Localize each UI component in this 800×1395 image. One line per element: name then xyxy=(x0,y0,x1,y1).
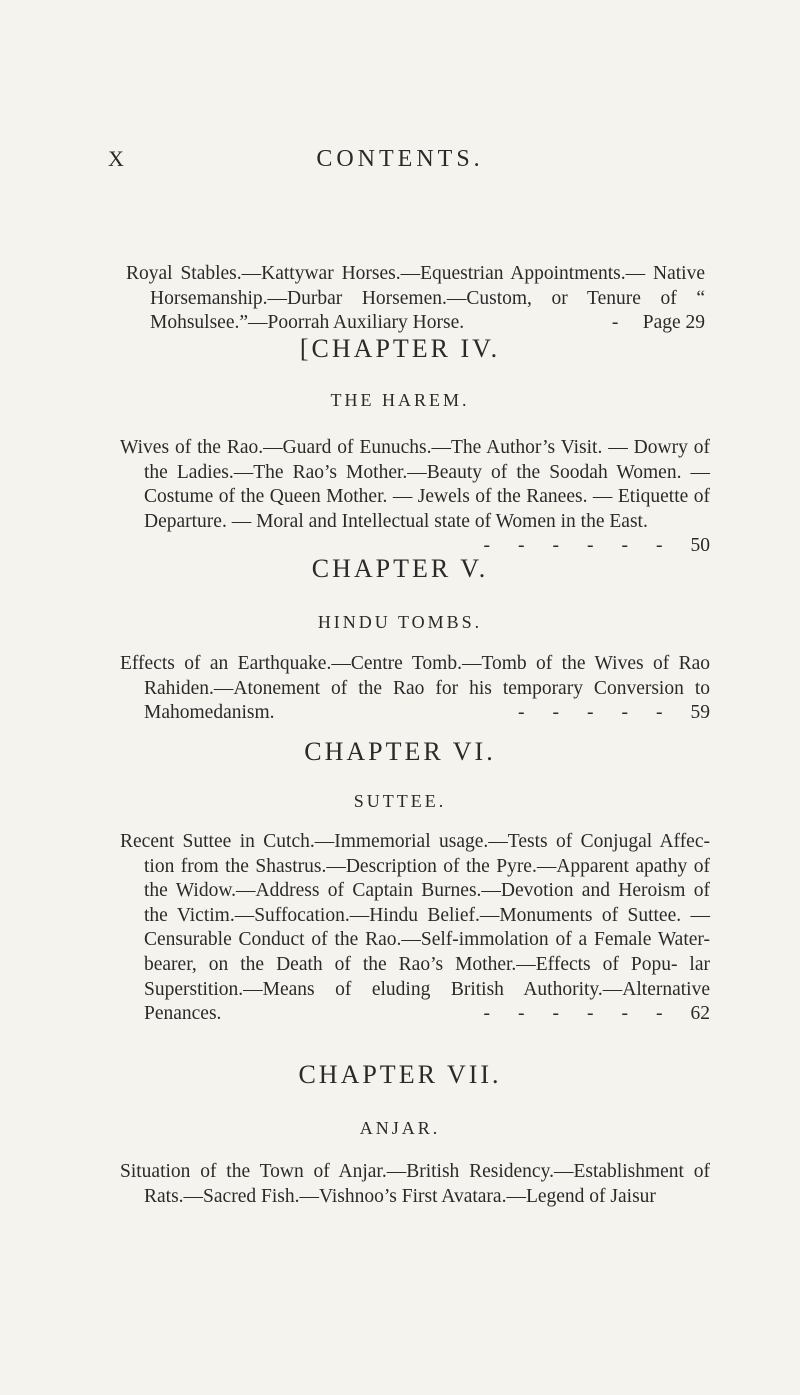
chapter-7-title: CHAPTER VII. xyxy=(298,1060,502,1089)
running-head xyxy=(0,146,800,178)
chapter-5-page-number: 59 xyxy=(690,702,710,724)
chapter-6-subtitle: SUTTEE. xyxy=(353,791,447,811)
chapter-6-leader: ------ xyxy=(483,1003,691,1025)
running-head-title: CONTENTS. xyxy=(316,146,484,172)
contents-entry-chapter-3-tail xyxy=(126,262,705,336)
chapter-4-page-number: 50 xyxy=(690,535,710,557)
chapter-7-subtitle: ANJAR. xyxy=(359,1118,441,1138)
chapter-6-text: Recent Suttee in Cutch.—Immemorial usage.—Tests of Conjugal Affec- tion from the Shastrus.—Description of the Pyre.—Apparent apathy of the Widow.—Address of Captain Burnes.—Devotion and Heroism of the Victim.—Suffocation.—Hindu Belief.—Monuments of Suttee. —Censurable Conduct of the Rao.—Self-immolation of a Female Water-bearer, on the Death of the Rao’s Mother.—Effects of Popu- lar Superstition.—Means of eluding British Authority.—Alternative Penances. xyxy=(120,831,710,1025)
chapter-5-page xyxy=(518,701,710,726)
chapter-4-leader: ------ xyxy=(483,535,691,557)
chapter-6-title: CHAPTER VI. xyxy=(304,737,496,766)
entry-text: Royal Stables.—Kattywar Horses.—Equestrian Appointments.— Native Horsemanship.—Durbar Horsemen.—Custom, or Tenure of “ Mohsulsee.”—Poorrah Auxiliary Horse. xyxy=(126,263,705,334)
chapter-7-text: Situation of the Town of Anjar.—British Residency.—Establishment of Rats.—Sacred Fish.—Vishnoo’s First Avatara.—Legend of Jaisur xyxy=(120,1161,710,1207)
chapter-5-subtitle: HINDU TOMBS. xyxy=(317,612,483,632)
chapter-7-summary xyxy=(120,1160,710,1209)
page-folio: X xyxy=(108,146,125,171)
chapter-4-summary xyxy=(120,436,710,559)
entry-page-label: Page 29 xyxy=(642,312,705,334)
chapter-4-text: Wives of the Rao.—Guard of Eunuchs.—The Author’s Visit. — Dowry of the Ladies.—The Rao’s Mother.—Beauty of the Soodah Women. — Costume of the Queen Mother. — Jewels of the Ranees. — Etiquette of Departure. — Moral and Intellectual state of Women in the East. xyxy=(120,437,710,532)
chapter-4-title: [CHAPTER IV. xyxy=(299,334,501,363)
chapter-5-text: Effects of an Earthquake.—Centre Tomb.—Tomb of the Wives of Rao Rahiden.—Atonement of the Rao for his temporary Conversion to Mahomedanism. xyxy=(120,653,710,724)
chapter-5-summary xyxy=(120,652,710,726)
chapter-4-subtitle: THE HAREM. xyxy=(330,390,470,410)
chapter-5-title: CHAPTER V. xyxy=(311,554,489,583)
chapter-6-summary xyxy=(120,830,710,1027)
chapter-6-page xyxy=(484,1002,710,1027)
chapter-6-page-number: 62 xyxy=(690,1003,710,1025)
chapter-5-leader: ----- xyxy=(518,702,691,724)
entry-leader: - xyxy=(611,312,619,334)
entry-page-number xyxy=(611,311,705,336)
